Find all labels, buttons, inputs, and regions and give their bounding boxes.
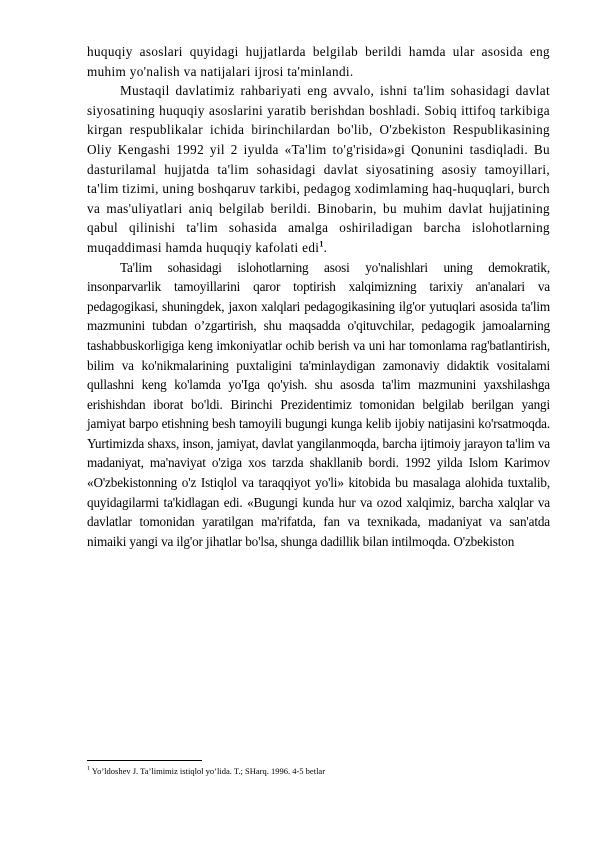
- footnote-reference[interactable]: 1: [319, 239, 324, 249]
- paragraph-reforms: [87, 258, 550, 552]
- footnote-number: 1: [87, 766, 90, 773]
- paragraph-intro: [87, 42, 550, 81]
- paragraph-policy-text: Mustaqil davlatimiz rahbariyati eng avvalo, ishni ta'lim sohasidagi davlat siyosatining huquqiy asoslarini yaratib berishdan boshladi. Sobiq ittifoq tarkibiga kirgan respublikalar ichida birinchilardan bo'lib, O'zbekiston Respublikasining Oliy Kengashi 1992 yil 2 iyulda «Ta'lim to'g'risida»gi Qonunini tasdiqladi. Bu dasturilamal hujjatda ta'lim sohasidagi davlat siyosatining asosiy tamoyillari, ta'lim tizimi, uning boshqaruv tarkibi, pedagog xodimlaming haq-huquqlari, burch va mas'uliyatlari aniq belgilab berildi. Binobarin, bu muhim davlat hujjatining qabul qilinishi ta'lim sohasida amalga oshiriladigan barcha islohotlarning muqaddimasi hamda huquqiy kafolati edi: [87, 83, 550, 255]
- paragraph-reforms-text: Ta'lim sohasidagi islohotlarning asosi yo'nalishlari uning demokratik, insonparvarlik tamoyillarini qaror toptirish xalqimizning tarixiy an'analari va pedagogikasi, shuningdek, jaxon xalqlari pedagogikasining ilg'or yutuqlari asosida ta'lim mazmunini tubdan o’zgartirish, shu maqsadda o'qituvchilar, pedagogik jamoalarning tashabbuskorligiga keng imkoniyatlar ochib berish va uni har tomonlama rag'batlantirish, bilim va ko'nikmalarining puxtaligini ta'minlaydigan zamonaviy didaktik vositalami qullashni keng ko'lamda yo'Iga qo'yish. shu asosda ta'lim mazmunini yaxshilashga erishishdan iborat bo'ldi. Birinchi Prezidentimiz tomonidan belgilab berilgan yangi jamiyat barpo etishning besh tamoyili bugungi kunga kelib ijobiy natijasini ko'rsatmoqda. Yurtimizda shaxs, inson, jamiyat, davlat yangilanmoqda, barcha ijtimoiy jarayon ta'lim va madaniyat, ma'naviyat o'ziga xos tarzda shakllanib bordi. 1992 yilda Islom Karimov «O'zbekistonning o'z Istiqlol va taraqqiyot yo'li» kitobida bu masalaga alohida tuxtalib, quyidagilarmi ta'kidlagan edi. «Bugungi kunda hur va ozod xalqimiz, barcha xalqlar va davlatlar tomonidan yaratilgan ma'rifatda, fan va texnikada, madaniyat va san'atda nimaiki yangi va ilg'or jihatlar bo'lsa, shunga dadillik bilan intilmoqda. O'zbekiston: [87, 259, 550, 549]
- footnote-separator: [87, 760, 202, 761]
- paragraph-policy: [87, 81, 550, 257]
- paragraph-intro-text: huquqiy asoslari quyidagi hujjatlarda belgilab berildi hamda ular asosida eng muhim yo'nalish va natijalari ijrosi ta'minlandi.: [87, 44, 550, 79]
- paragraph-policy-end: .: [323, 239, 328, 255]
- document-body: [87, 42, 550, 551]
- footnote: [87, 766, 550, 777]
- footnote-text: Yo’ldoshev J. Ta’limimiz istiqlol yo’lida. T.; SHarq. 1996. 4-5 betlar: [91, 766, 326, 776]
